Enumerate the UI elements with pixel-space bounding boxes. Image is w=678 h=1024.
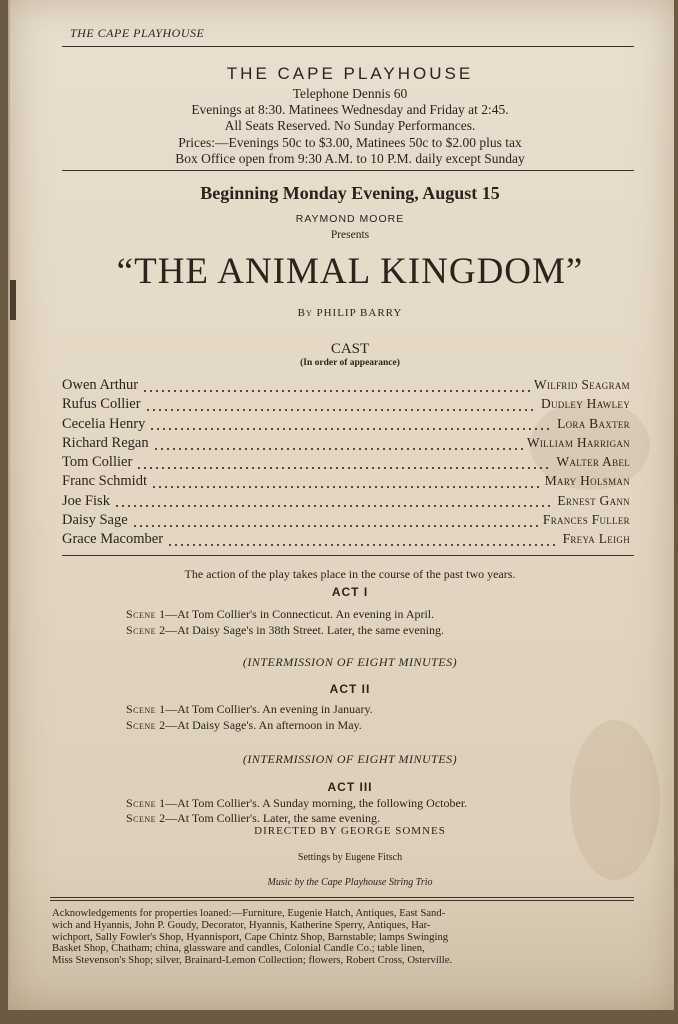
cast-actor: Ernest Gann [557,492,630,508]
header-rule [62,46,634,47]
cast-role: Cecelia Henry [62,415,146,432]
scene-text: 1—At Tom Collier's in Connecticut. An evening in April. [159,607,435,621]
cast-role: Franc Schmidt [62,473,147,490]
scene-label: Scene [126,702,157,716]
cast-row [62,512,630,531]
cast-role: Owen Arthur [62,377,139,393]
cast-row [62,396,630,415]
scene-line [126,796,467,811]
program-page [8,0,674,1010]
scene-text: 2—At Tom Collier's. Later, the same evening. [159,811,380,825]
cast-actor: William Harrigan [526,434,630,450]
ack-line: Miss Stevenson's Shop; silver, Brainard-Lemon Collection; flowers, Robert Cross, Osterville. [52,954,453,967]
cast-actor: Freya Leigh [562,531,630,547]
leader-dots [149,426,553,432]
leader-dots [114,503,553,509]
play-title: “THE ANIMAL KINGDOM” [116,251,584,292]
scene-line [126,607,434,622]
action-note: The action of the play takes place in the course of the past two years. [184,567,516,581]
opening-date: Beginning Monday Evening, August 15 [200,183,500,203]
cast-row [62,435,630,454]
intermission-note: (INTERMISSION OF EIGHT MINUTES) [242,655,458,669]
ack-line: wich and Hyannis, John P. Goudy, Decorator, Hyannis, Katherine Sperry, Antiques, Har- [52,918,431,931]
cast-rule [62,555,634,556]
producer: RAYMOND MOORE [295,213,405,225]
scene-text: 2—At Daisy Sage's in 38th Street. Later, the same evening. [159,623,445,637]
scene-text: 1—At Tom Collier's. An evening in January. [159,702,373,716]
cast-row [62,416,630,435]
cast-role: Richard Regan [62,434,149,451]
cast-actor: Wilfrid Seagram [533,377,630,392]
info-line: Evenings at 8:30. Matinees Wednesday and Friday at 2:45. [191,102,509,118]
leader-dots [145,407,537,413]
scene-text: 1—At Tom Collier's. A Sunday morning, the following October. [159,796,468,810]
leader-dots [153,446,523,452]
act-heading: ACT II [329,682,371,696]
cast-actor: Lora Baxter [557,415,630,431]
scene-text: 2—At Daisy Sage's. An afternoon in May. [159,718,362,732]
info-line: All Seats Reserved. No Sunday Performances. [224,118,476,134]
scene-line [126,718,362,733]
scene-line [126,811,380,826]
cast-role: Daisy Sage [62,512,128,529]
cast-subheading: (In order of appearance) [300,358,400,368]
scene-label: Scene [126,718,157,732]
director-credit: DIRECTED BY GEORGE SOMNES [254,825,446,837]
intermission-note: (INTERMISSION OF EIGHT MINUTES) [242,752,458,766]
acknowledgements [52,908,632,967]
author-credit: By PHILIP BARRY [297,307,403,319]
scene-label: Scene [126,623,157,637]
info-line: Box Office open from 9:30 A.M. to 10 P.M. daily except Sunday [175,150,525,166]
act-heading: ACT I [331,585,369,599]
scene-line [126,702,373,717]
cast-role: Rufus Collier [62,396,141,413]
info-rule [62,170,634,171]
cast-heading: CAST [330,341,370,357]
cast-actor: Dudley Hawley [540,396,630,412]
info-line: Prices:—Evenings 50c to $3.00, Matinees 50c to $2.00 plus tax [178,134,522,150]
playhouse-info [50,86,650,167]
cast-row [62,377,630,396]
cast-actor: Frances Fuller [542,512,630,528]
cast-role: Joe Fisk [62,492,110,509]
presents-label: Presents [330,229,370,241]
cast-actor: Walter Abel [556,454,630,470]
settings-credit: Settings by Eugene Fitsch [297,852,403,863]
running-head: THE CAPE PLAYHOUSE [70,26,205,40]
cast-row [62,473,630,492]
act-heading: ACT III [327,780,373,794]
scene-label: Scene [126,607,157,621]
scene-line [126,623,444,638]
ack-line: Basket Shop, Chatham; china, glassware and candles, Colonial Candle Co.; table linen, [52,942,425,955]
binding-edge [10,280,16,320]
leader-dots [132,523,539,529]
ack-line: wichport, Sally Fowler's Shop, Hyannisport, Cape Chintz Shop, Barnstable; lamps Swinging [52,930,449,943]
scene-label: Scene [126,796,157,810]
info-line: Telephone Dennis 60 [292,86,408,101]
cast-row [62,454,630,473]
cast-role: Tom Collier [62,454,133,471]
leader-dots [151,484,541,490]
playhouse-title: THE CAPE PLAYHOUSE [226,64,474,83]
footer-rule [50,897,634,898]
ack-line: Acknowledgements for properties loaned:—Furniture, Eugenie Hatch, Antiques, East Sand- [52,907,446,919]
leader-dots [142,388,530,394]
cast-list [62,377,630,551]
cast-row [62,531,630,550]
cast-role: Grace Macomber [62,531,164,548]
scene-label: Scene [126,811,157,825]
music-credit: Music by the Cape Playhouse String Trio [267,877,433,888]
leader-dots [136,465,552,471]
cast-actor: Mary Holsman [544,473,630,489]
leader-dots [167,542,559,548]
cast-row [62,493,630,512]
